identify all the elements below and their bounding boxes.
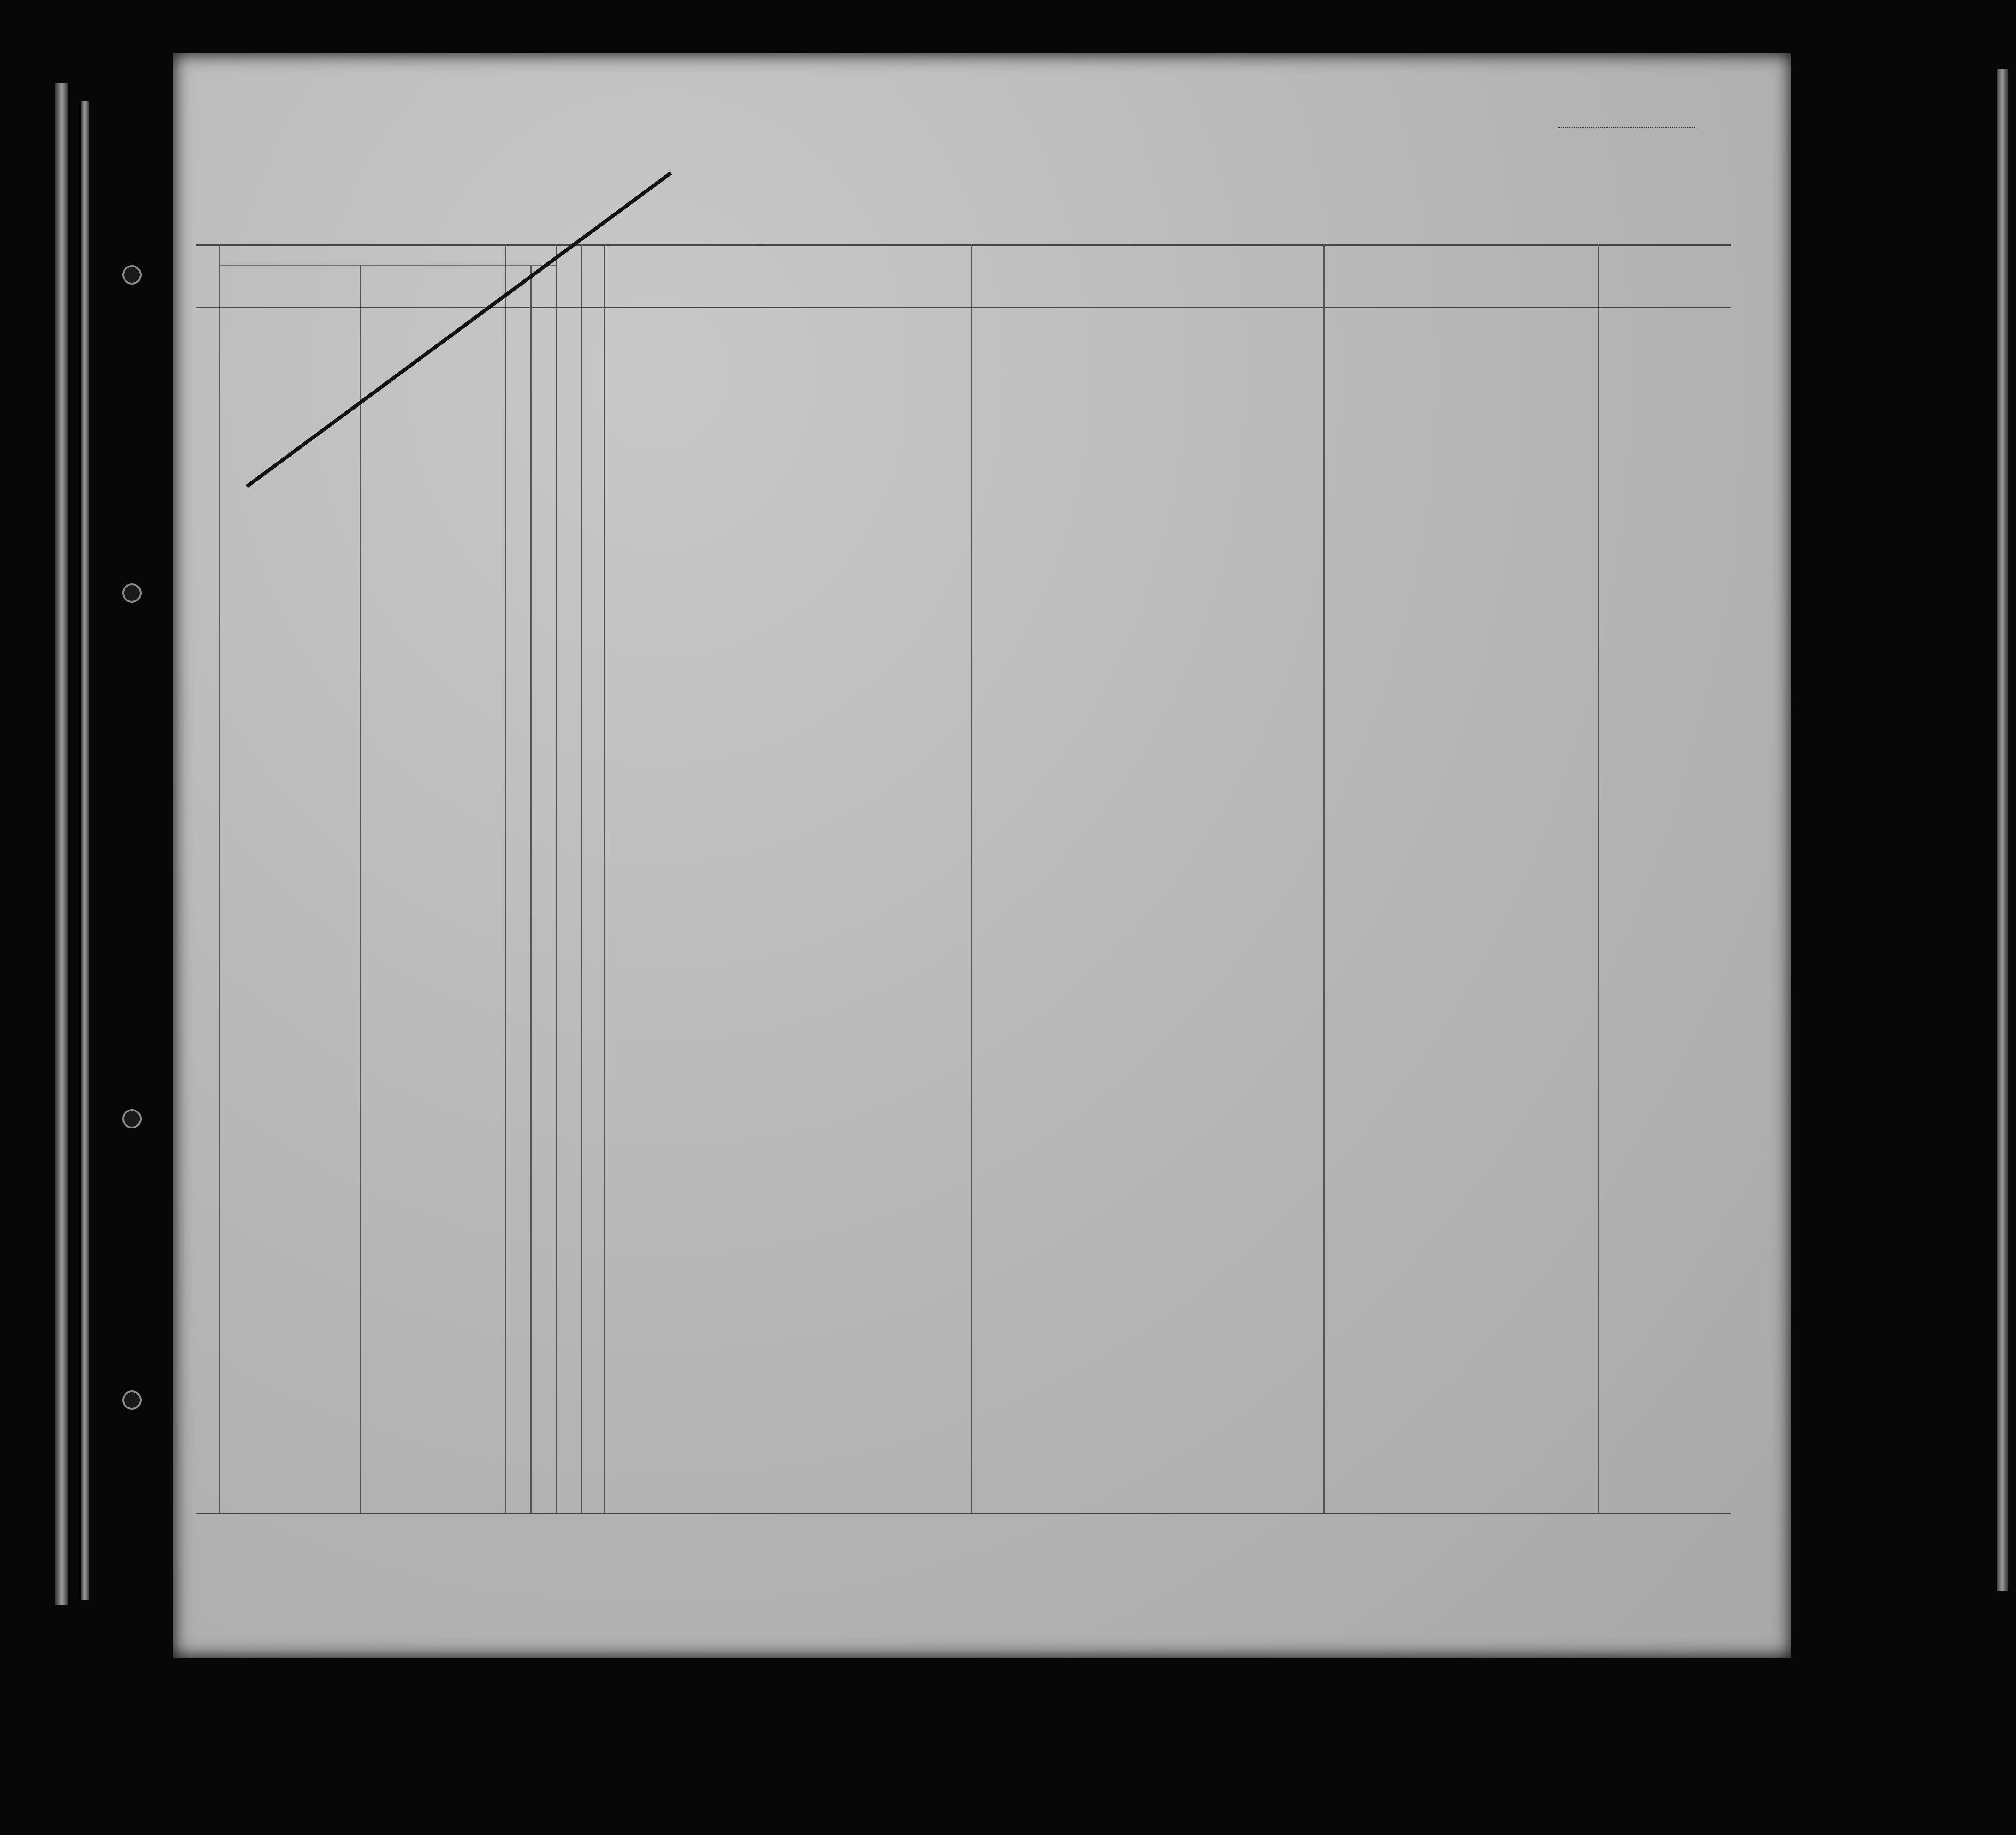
col-line	[971, 244, 972, 1513]
col-line	[1323, 244, 1325, 1513]
binder-edge-left-2	[81, 101, 89, 1600]
diagonal-slash-mark	[237, 168, 676, 491]
col-line	[1598, 244, 1599, 1513]
table-bottom-rule	[196, 1513, 1731, 1514]
punch-hole	[122, 583, 142, 603]
punch-hole	[122, 265, 142, 285]
binder-edge-right	[1997, 69, 2008, 1591]
punch-hole	[122, 1109, 142, 1128]
punch-hole	[122, 1390, 142, 1410]
manifest-page	[173, 53, 1791, 1658]
number-label	[1552, 118, 1696, 131]
binder-edge-left	[55, 83, 68, 1605]
number-blank	[1558, 127, 1696, 128]
col-line	[219, 244, 220, 1513]
